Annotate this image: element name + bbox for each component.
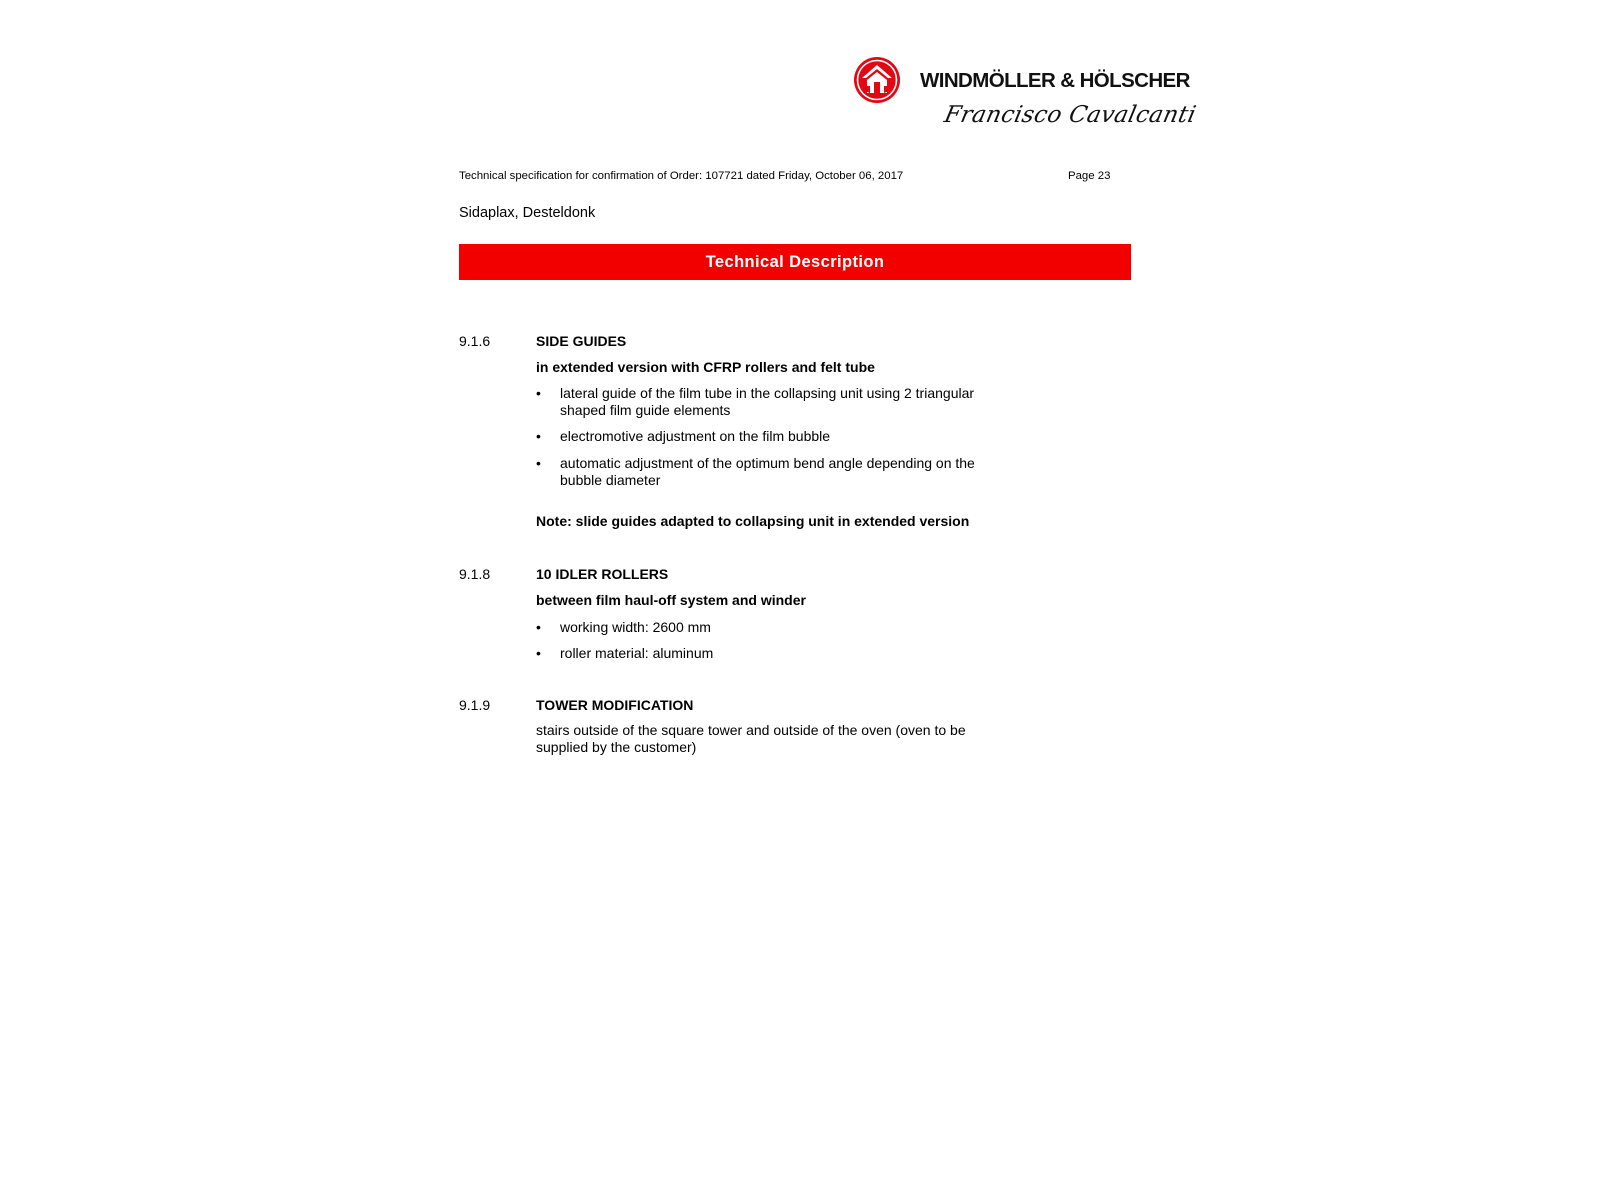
spec-header-line: Technical specification for confirmation of Order: 107721 dated Friday, October 06, 2017 — [459, 170, 904, 182]
section-note: Note: slide guides adapted to collapsing unit in extended version — [536, 513, 970, 529]
page-number: Page 23 — [1068, 170, 1111, 182]
handwritten-signature: Francisco Cavalcanti — [942, 102, 1199, 128]
list-item-text: working width: 2600 mm — [560, 619, 711, 635]
section-subtitle: in extended version with CFRP rollers and felt tube — [536, 359, 875, 375]
banner-title: Technical Description — [705, 252, 885, 271]
section-number: 9.1.8 — [459, 566, 491, 582]
section-number: 9.1.6 — [459, 333, 491, 349]
section-title: SIDE GUIDES — [536, 333, 627, 349]
customer-name: Sidaplax, Desteldonk — [459, 205, 596, 221]
list-item-text: electromotive adjustment on the film bubble — [560, 428, 831, 444]
list-item-text: lateral guide of the film tube in the collapsing unit using 2 triangular shaped film guide elements — [560, 385, 975, 418]
section-title: 10 IDLER ROLLERS — [536, 566, 669, 582]
list-item-text: automatic adjustment of the optimum bend angle depending on the bubble diameter — [560, 455, 975, 488]
list-item-text: roller material: aluminum — [560, 645, 714, 661]
bullet-symbol: • — [536, 428, 541, 444]
bullet-symbol: • — [536, 455, 541, 471]
bullet-symbol: • — [536, 619, 541, 635]
bullet-symbol: • — [536, 385, 541, 401]
section-banner — [459, 244, 1131, 280]
section-subtitle: between film haul-off system and winder — [536, 592, 806, 608]
wh-house-logo-icon — [853, 56, 901, 104]
brand-name: WINDMÖLLER & HÖLSCHER — [920, 69, 1190, 92]
section-number: 9.1.9 — [459, 697, 491, 713]
bullet-symbol: • — [536, 645, 541, 661]
section-body-text: stairs outside of the square tower and outside of the oven (oven to be supplied by the customer) — [536, 722, 966, 755]
section-title: TOWER MODIFICATION — [536, 697, 694, 713]
